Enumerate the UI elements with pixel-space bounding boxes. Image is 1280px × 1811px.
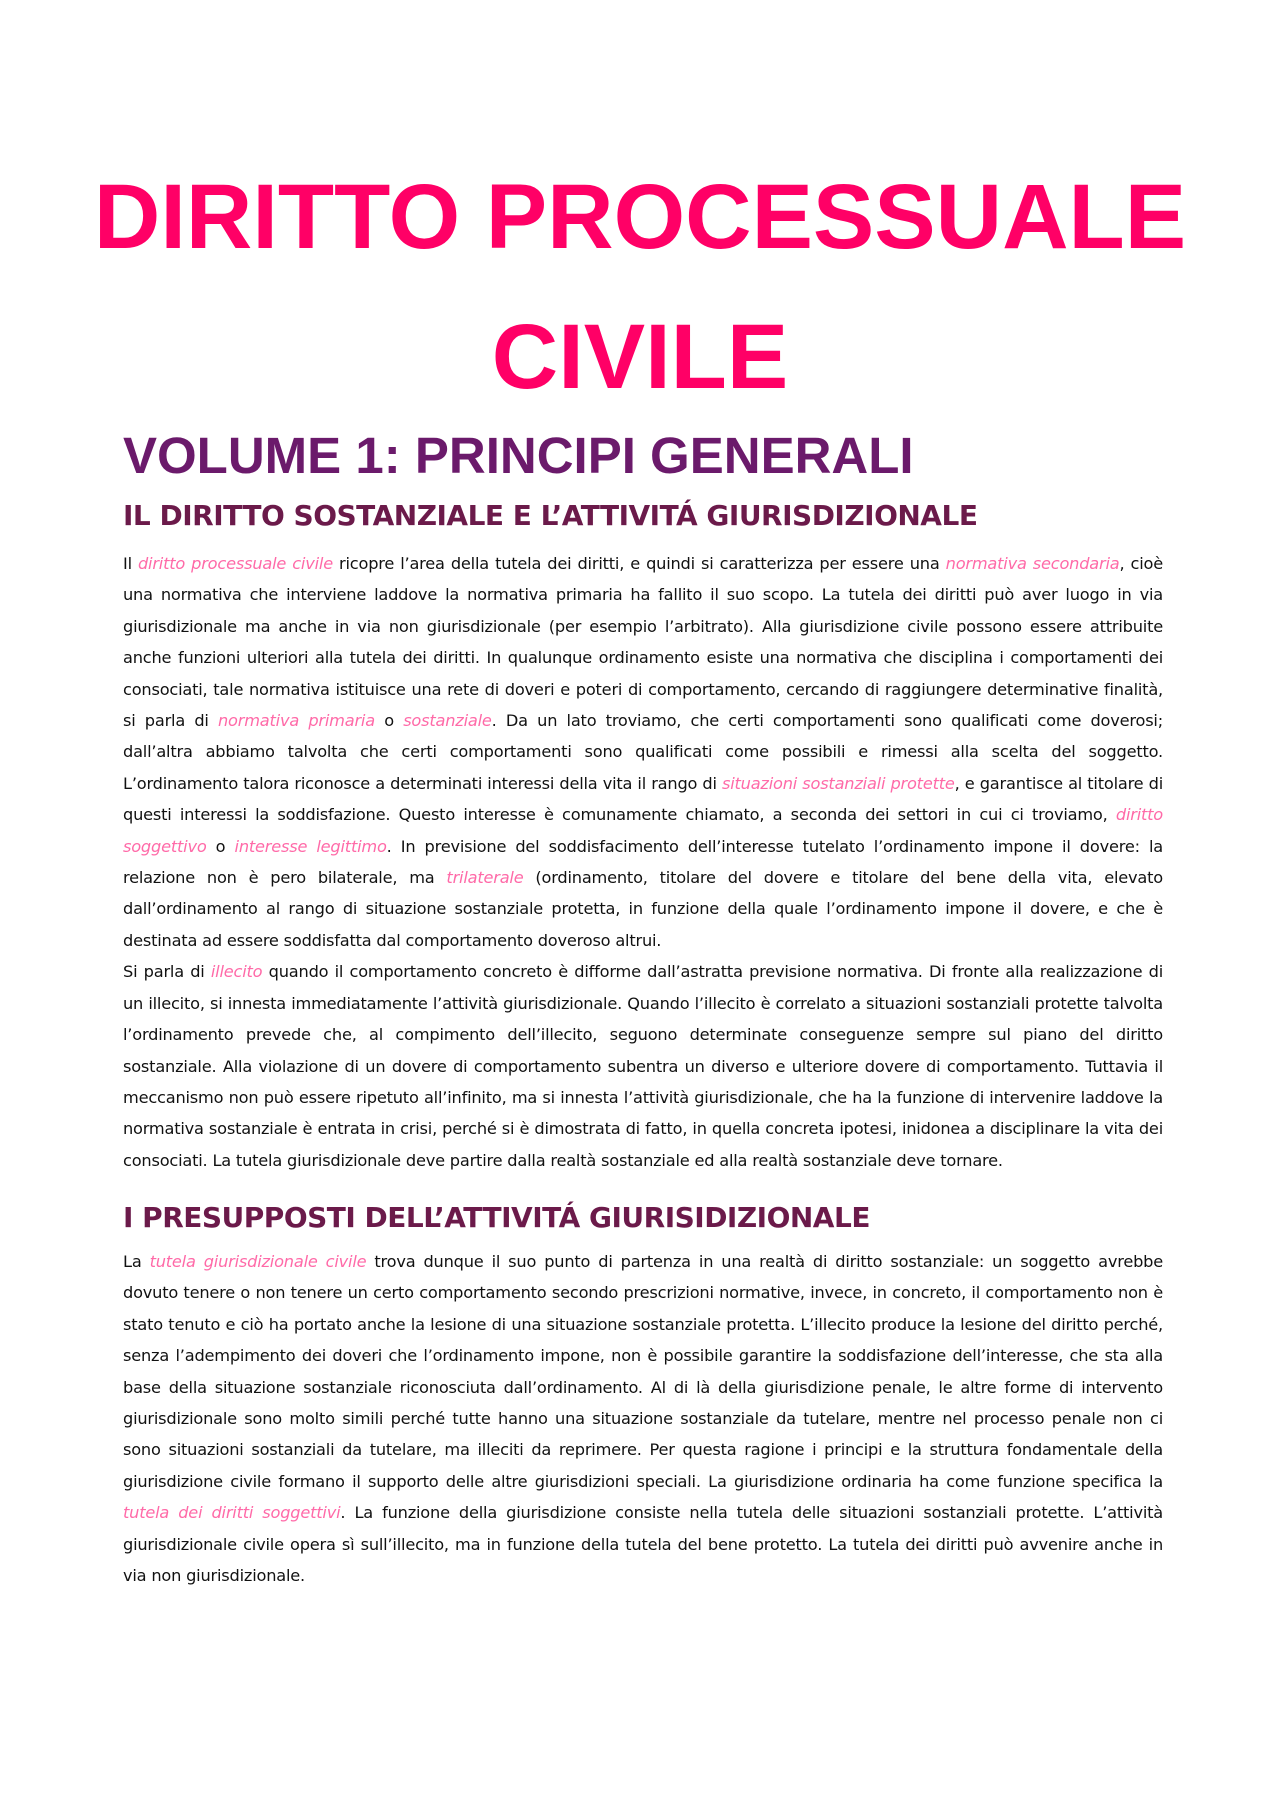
section-2-paragraph-1 [123, 1246, 1163, 1591]
highlighted-term: tutela dei diritti soggettivi [123, 1503, 341, 1523]
text-run: Si parla di [123, 962, 211, 982]
highlighted-term: tutela giurisdizionale civile [149, 1252, 367, 1271]
volume-heading: VOLUME 1: PRINCIPI GENERALI [123, 427, 914, 484]
text-run: . La funzione della giurisdizione consiste nella tutela delle situazioni sostanziali protette. L’attività giurisdizionale civile opera sì sull’illecito, ma in funzione della tutela del bene protetto. La tutela dei diritti può avvenire anche in via non giurisdizionale. [123, 1503, 1163, 1586]
highlighted-term: interesse legittimo [234, 836, 387, 856]
text-run: La [123, 1252, 150, 1271]
highlighted-term: sostanziale [403, 711, 492, 731]
section-1-paragraph-2 [123, 956, 1163, 1176]
section-heading-2: I PRESUPPOSTI DELL’ATTIVITÁ GIURISIDIZIONALE [123, 1201, 870, 1234]
highlighted-term: normativa primaria [218, 711, 375, 731]
text-run: , cioè una normativa che interviene laddove la normativa primaria ha fallito il suo scopo. La tutela dei diritti può aver luogo in via giurisdizionale ma anche in via non giurisdizionale (per esempio l’arbitrato). Alla giurisdizione civile possono essere attribuite anche funzioni ulteriori alla tutela dei diritti. In qualunque ordinamento esiste una normativa che disciplina i comportamenti dei consociati, tale normativa istituisce una rete di doveri e poteri di comportamento, cercando di raggiungere determinative finalità, si parla di [123, 554, 1163, 731]
text-run: o [374, 711, 404, 731]
highlighted-term: trilaterale [446, 868, 524, 888]
section-1-body [123, 548, 1163, 1176]
document-title-line-2: CIVILE [491, 306, 789, 408]
text-run: ricopre l’area della tutela dei diritti, e quindi si caratterizza per essere una [332, 554, 946, 573]
highlighted-term: situazioni sostanziali protette [721, 773, 955, 793]
text-run: , e garantisce al titolare di questi interessi la soddisfazione. Questo interesse è comunamente chiamato, a seconda dei settori in cui ci troviamo, [123, 773, 1163, 825]
text-run: quando il comportamento concreto è difforme dall’astratta previsione normativa. Di fronte alla realizzazione di un illecito, si innesta immediatamente l’attività giurisdizionale. Quando l’illecito è correlato a situazioni sostanziali protette talvolta l’ordinamento prevede che, al compimento dell’illecito, seguono determinate conseguenze sempre sul piano del diritto sostanziale. Alla violazione di un dovere di comportamento subentra un diverso e ulteriore dovere di comportamento. Tuttavia il meccanismo non può essere ripetuto all’infinito, ma si innesta l’attività giurisdizionale, che ha la funzione di intervenire laddove la normativa sostanziale è entrata in crisi, perché si è dimostrata di fatto, in quella concreta ipotesi, inidonea a disciplinare la vita dei consociati. La tutela giurisdizionale deve partire dalla realtà sostanziale ed alla realtà sostanziale deve tornare. [123, 962, 1163, 1170]
document-title-line-1: DIRITTO PROCESSUALE [93, 166, 1187, 268]
section-heading-1: IL DIRITTO SOSTANZIALE E L’ATTIVITÁ GIURISDIZIONALE [123, 499, 978, 532]
highlighted-term: diritto soggettivo [123, 805, 1163, 856]
section-1-paragraph-1 [123, 548, 1163, 956]
text-run: trova dunque il suo punto di partenza in una realtà di diritto sostanziale: un soggetto avrebbe dovuto tenere o non tenere un certo comportamento secondo prescrizioni normative, invece, in concreto, il comportamento non è stato tenuto e ciò ha portato anche la lesione di una situazione sostanziale protetta. L’illecito produce la lesione del diritto perché, senza l’adempimento dei doveri che l’ordinamento impone, non è possibile garantire la soddisfazione dell’interesse, che sta alla base della situazione sostanziale riconosciuta dall’ordinamento. Al di là della giurisdizione penale, le altre forme di intervento giurisdizionale sono molto simili perché tutte hanno una situazione sostanziale da tutelare, mentre nel processo penale non ci sono situazioni sostanziali da tutelare, ma illeciti da reprimere. Per questa ragione i principi e la struttura fondamentale della giurisdizione civile formano il supporto delle altre giurisdizioni speciali. La giurisdizione ordinaria ha come funzione specifica la [123, 1252, 1164, 1491]
text-run: . Da un lato troviamo, che certi comportamenti sono qualificati come doverosi; dall’altra abbiamo talvolta che certi comportamenti sono qualificati come possibili e rimessi alla scelta del soggetto. L’ordinamento talora riconosce a determinati interessi della vita il rango di [123, 711, 1163, 793]
highlighted-term: diritto processuale civile [137, 554, 333, 573]
highlighted-term: illecito [210, 962, 263, 982]
text-run: . In previsione del soddisfacimento dell’interesse tutelato l’ordinamento impone il dovere: la relazione non è pero bilaterale, ma [123, 836, 1163, 888]
section-2-body [123, 1246, 1163, 1591]
text-run: Il [123, 554, 138, 573]
text-run: o [206, 836, 235, 856]
text-run: (ordinamento, titolare del dovere e titolare del bene della vita, elevato dall’ordinamento al rango di situazione sostanziale protetta, in funzione della quale l’ordinamento impone il dovere, e che è destinata ad essere soddisfatta dal comportamento doveroso altrui. [123, 868, 1163, 950]
highlighted-term: normativa secondaria [945, 554, 1120, 573]
